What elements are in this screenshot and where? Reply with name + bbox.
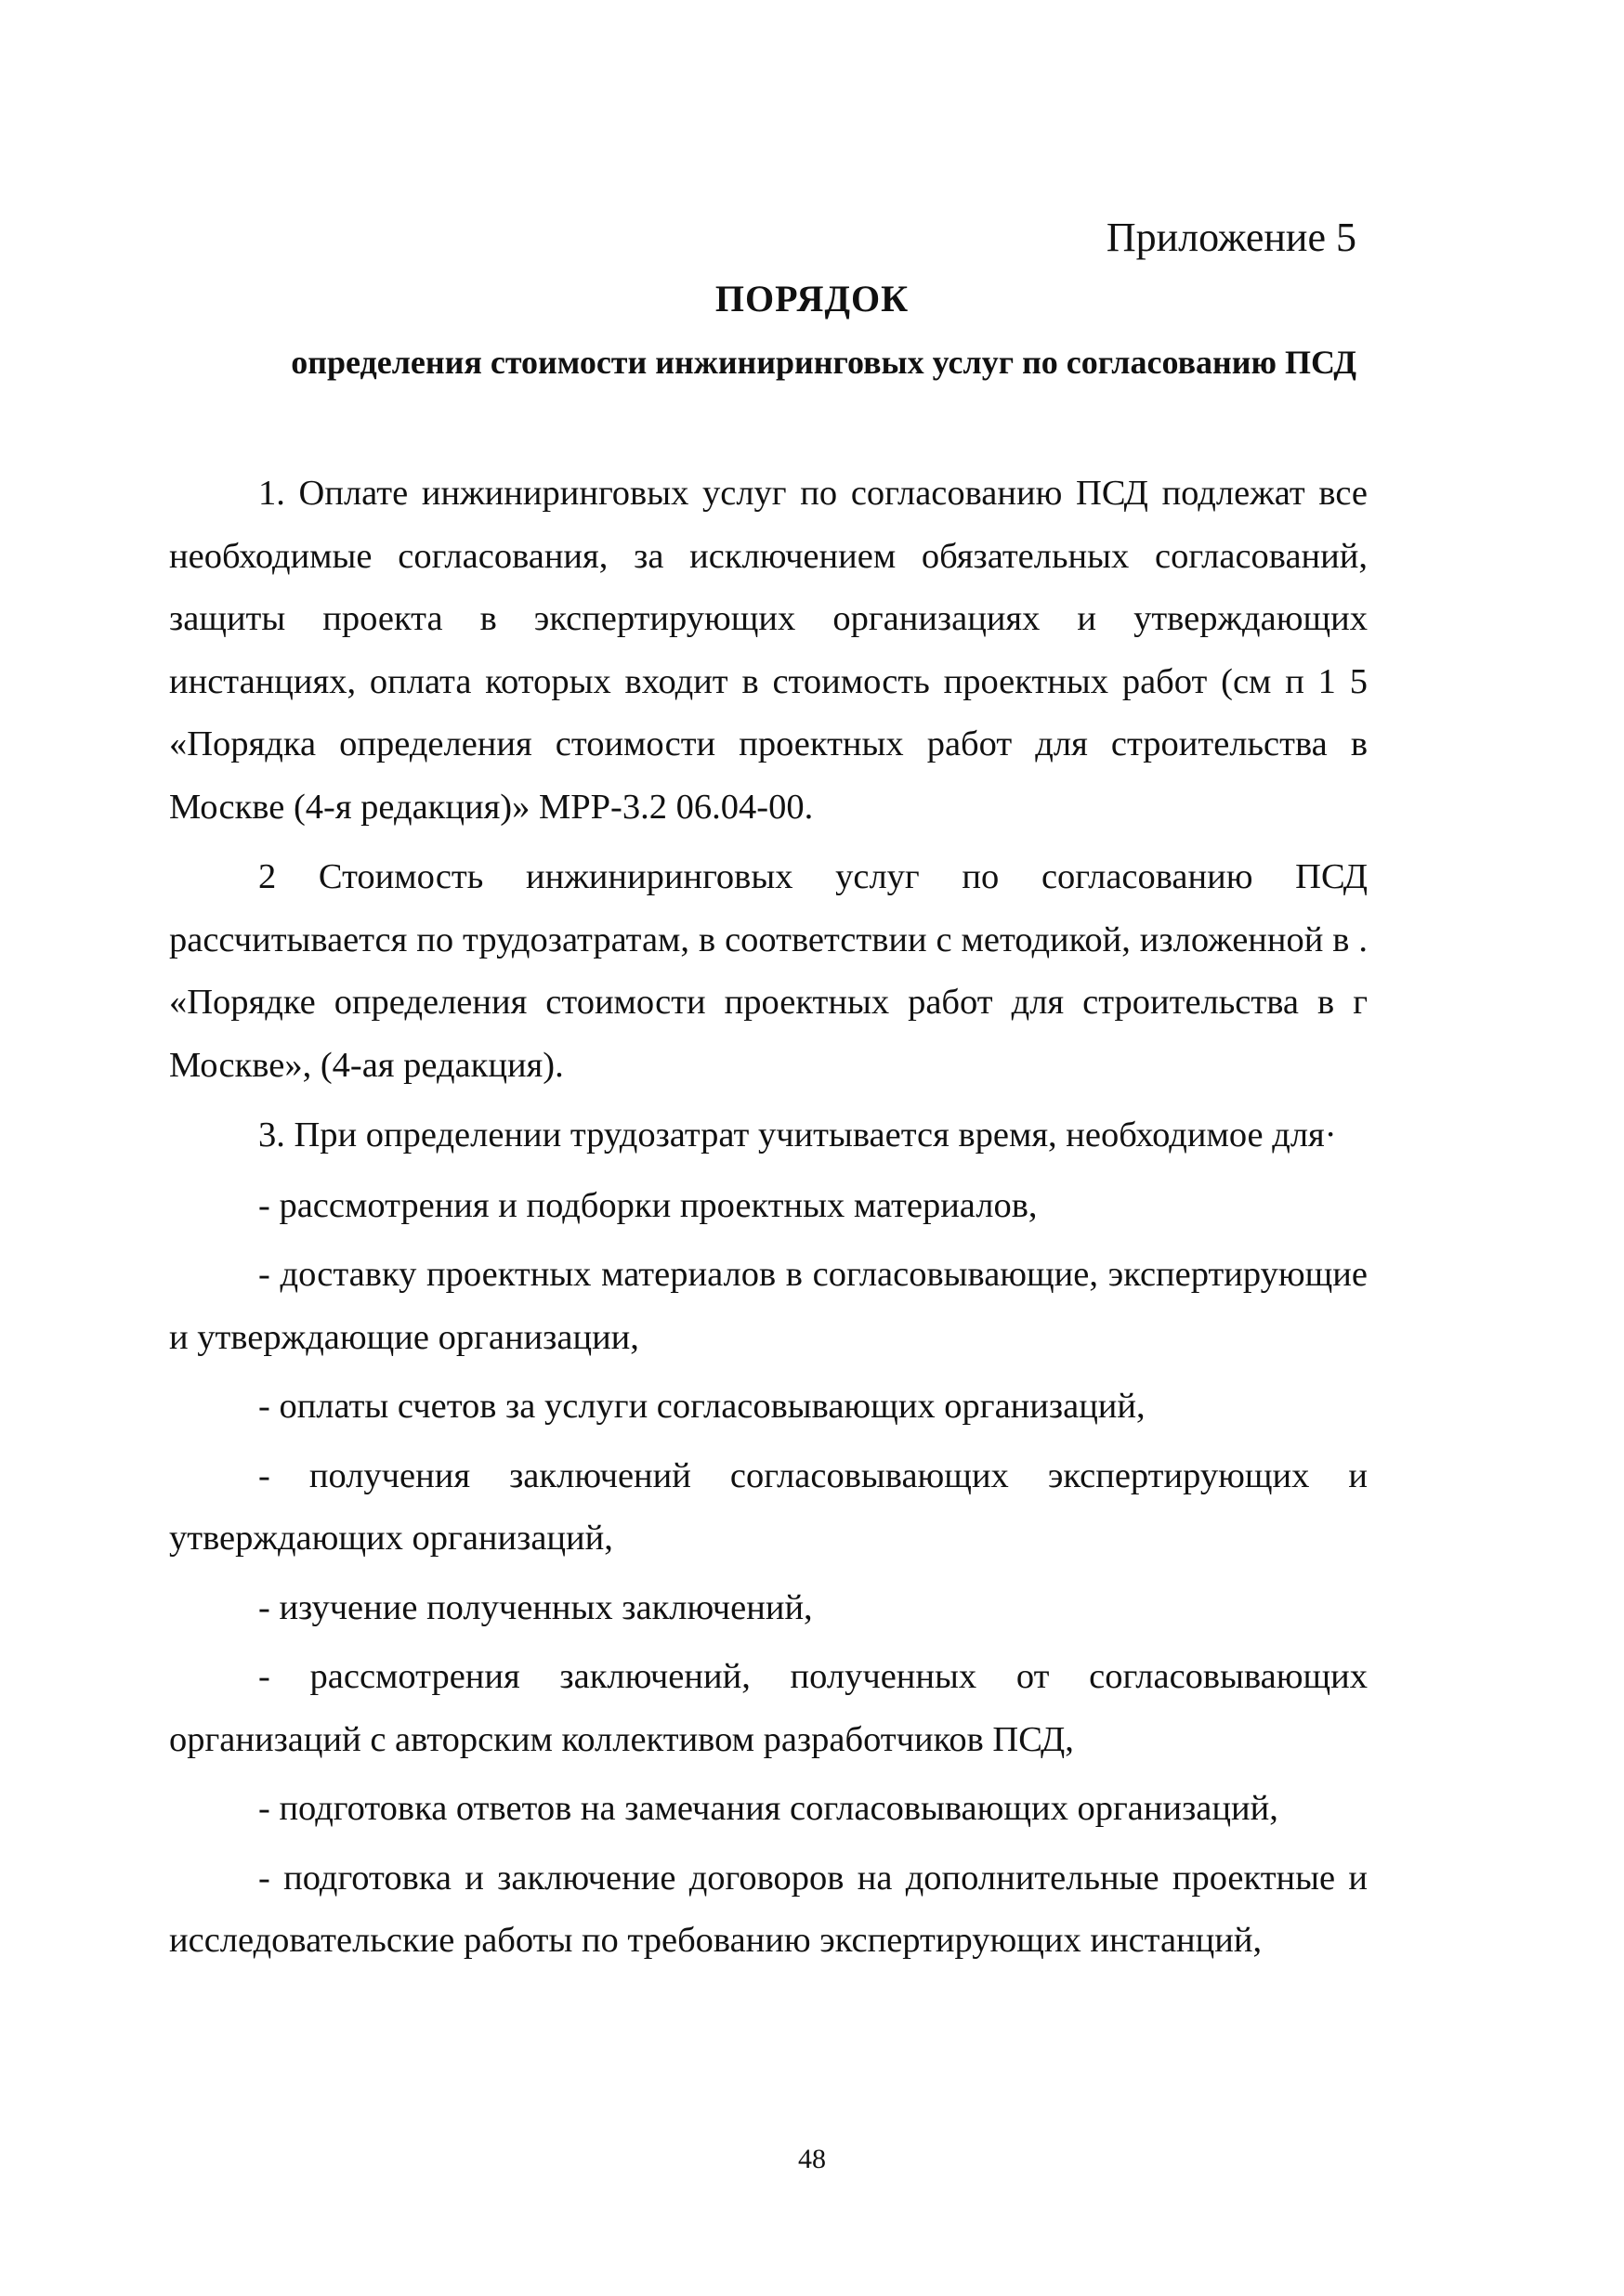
- list-item: - рассмотрения и подборки проектных материалов,: [258, 1185, 1038, 1225]
- page-number: 48: [798, 2144, 826, 2174]
- list-item: - получения заключений согласовывающих экспертирующих и утверждающих организаций,: [169, 1455, 1368, 1558]
- list-item: - подготовка и заключение договоров на дополнительные проектные и исследовательские работы по требованию экспертирующих инстанций,: [169, 1858, 1368, 1960]
- list-item: - рассмотрения заключений, полученных от согласовывающих организаций с авторским коллективом разработчиков ПСД,: [169, 1657, 1368, 1759]
- list-item: - изучение полученных заключений,: [258, 1587, 813, 1627]
- document-subtitle: определения стоимости инжиниринговых услуг по согласованию ПСД: [291, 344, 1356, 381]
- document-body: [169, 463, 1368, 1979]
- appendix-label: Приложение 5: [1106, 215, 1356, 260]
- list-item: - доставку проектных материалов в согласовывающие, экспертирующие и утверждающие организации,: [169, 1255, 1368, 1357]
- paragraph-2: 2 Стоимость инжиниринговых услуг по согласованию ПСД рассчитывается по трудозатратам, в соответствии с методикой, изложенной в . «Порядке определения стоимости проектных работ для строительства в г Москве», (4-ая редакция).: [169, 857, 1368, 1085]
- activity-list: [169, 1175, 1368, 1973]
- document-title: ПОРЯДОК: [714, 278, 910, 320]
- paragraph-3: 3. При определении трудозатрат учитывается время, необходимое для·: [258, 1115, 1337, 1155]
- list-item: - оплаты счетов за услуги согласовывающих организаций,: [258, 1387, 1146, 1426]
- list-item: - подготовка ответов на замечания согласовывающих организаций,: [258, 1789, 1278, 1828]
- paragraph-1: 1. Оплате инжиниринговых услуг по согласованию ПСД подлежат все необходимые согласования, за исключением обязательных согласований, защиты проекта в экспертирующих организациях и утверждающих инстанциях, оплата которых входит в стоимость проектных работ (см п 1 5 «Порядка определения стоимости проектных работ для строительства в Москве (4-я редакция)» МРР-3.2 06.04-00.: [169, 474, 1368, 827]
